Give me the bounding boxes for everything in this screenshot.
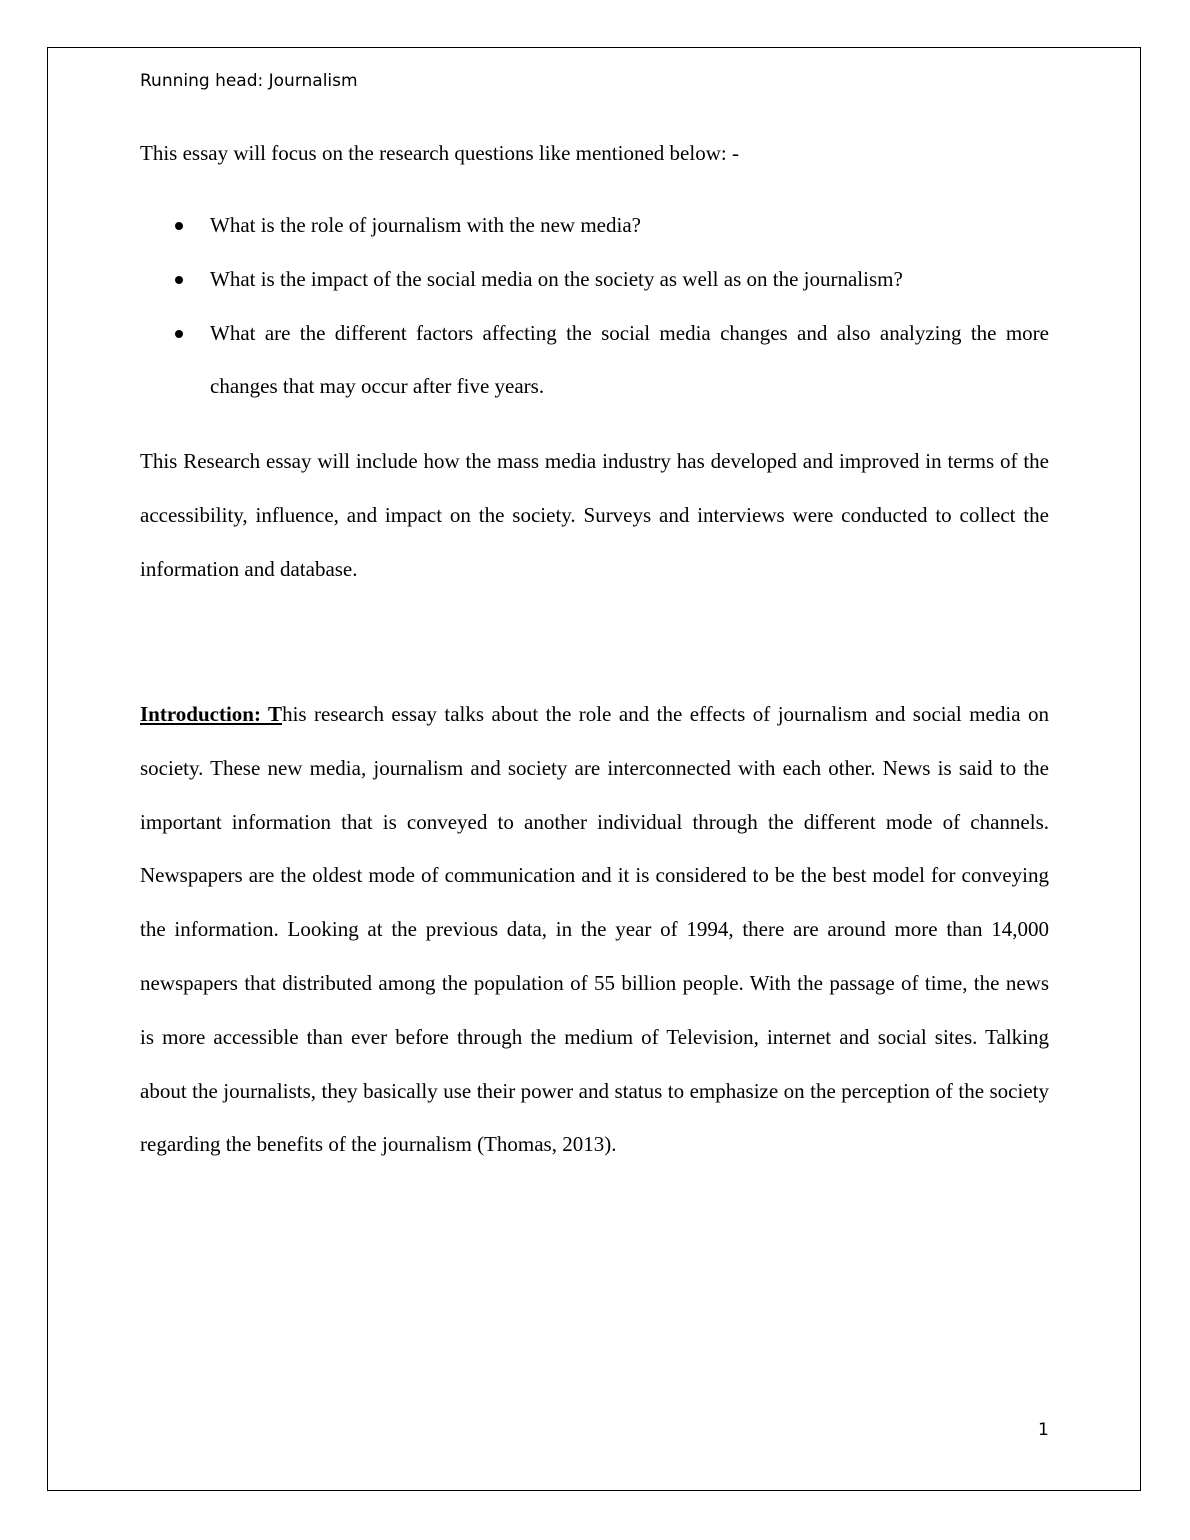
bullet-icon: [175, 276, 183, 284]
bullet-icon: [175, 330, 183, 338]
list-item: [140, 199, 1049, 253]
introduction-paragraph: [140, 688, 1049, 1172]
research-questions-list: [140, 199, 1049, 414]
list-item: [140, 253, 1049, 307]
page-number: 1: [1038, 1420, 1049, 1440]
introduction-text: his research essay talks about the role and the effects of journalism and social media on society. These new media, journalism and society are interconnected with each other. News is said to the important information that is conveyed to another individual through the different mode of channels. Newspapers are the oldest mode of communication and it is considered to be the best model for conveying the information. Looking at the previous data, in the year of 1994, there are around more than 14,000 newspapers that distributed among the population of 55 billion people. With the passage of time, the news is more accessible than ever before through the medium of Television, internet and social sites. Talking about the journalists, they basically use their power and status to emphasize on the perception of the society regarding the benefits of the journalism (Thomas, 2013).: [140, 702, 1050, 1157]
question-text: What is the impact of the social media on the society as well as on the journalism?: [210, 266, 903, 291]
list-item: [140, 307, 1049, 415]
intro-sentence: This essay will focus on the research questions like mentioned below: -: [140, 141, 739, 165]
introduction-heading: Introduction: T: [140, 702, 283, 726]
question-text: What is the role of journalism with the new media?: [210, 213, 641, 237]
summary-paragraph: This Research essay will include how the mass media industry has developed and improved in terms of the accessibility, influence, and impact on the society. Surveys and interviews were conducted to collect the information and database.: [140, 449, 1049, 581]
running-head: Running head: Journalism: [140, 71, 358, 91]
question-text: What are the different factors affecting the social media changes and also analyzing the more changes that may occur after five years.: [210, 320, 1049, 399]
bullet-icon: [175, 222, 183, 230]
